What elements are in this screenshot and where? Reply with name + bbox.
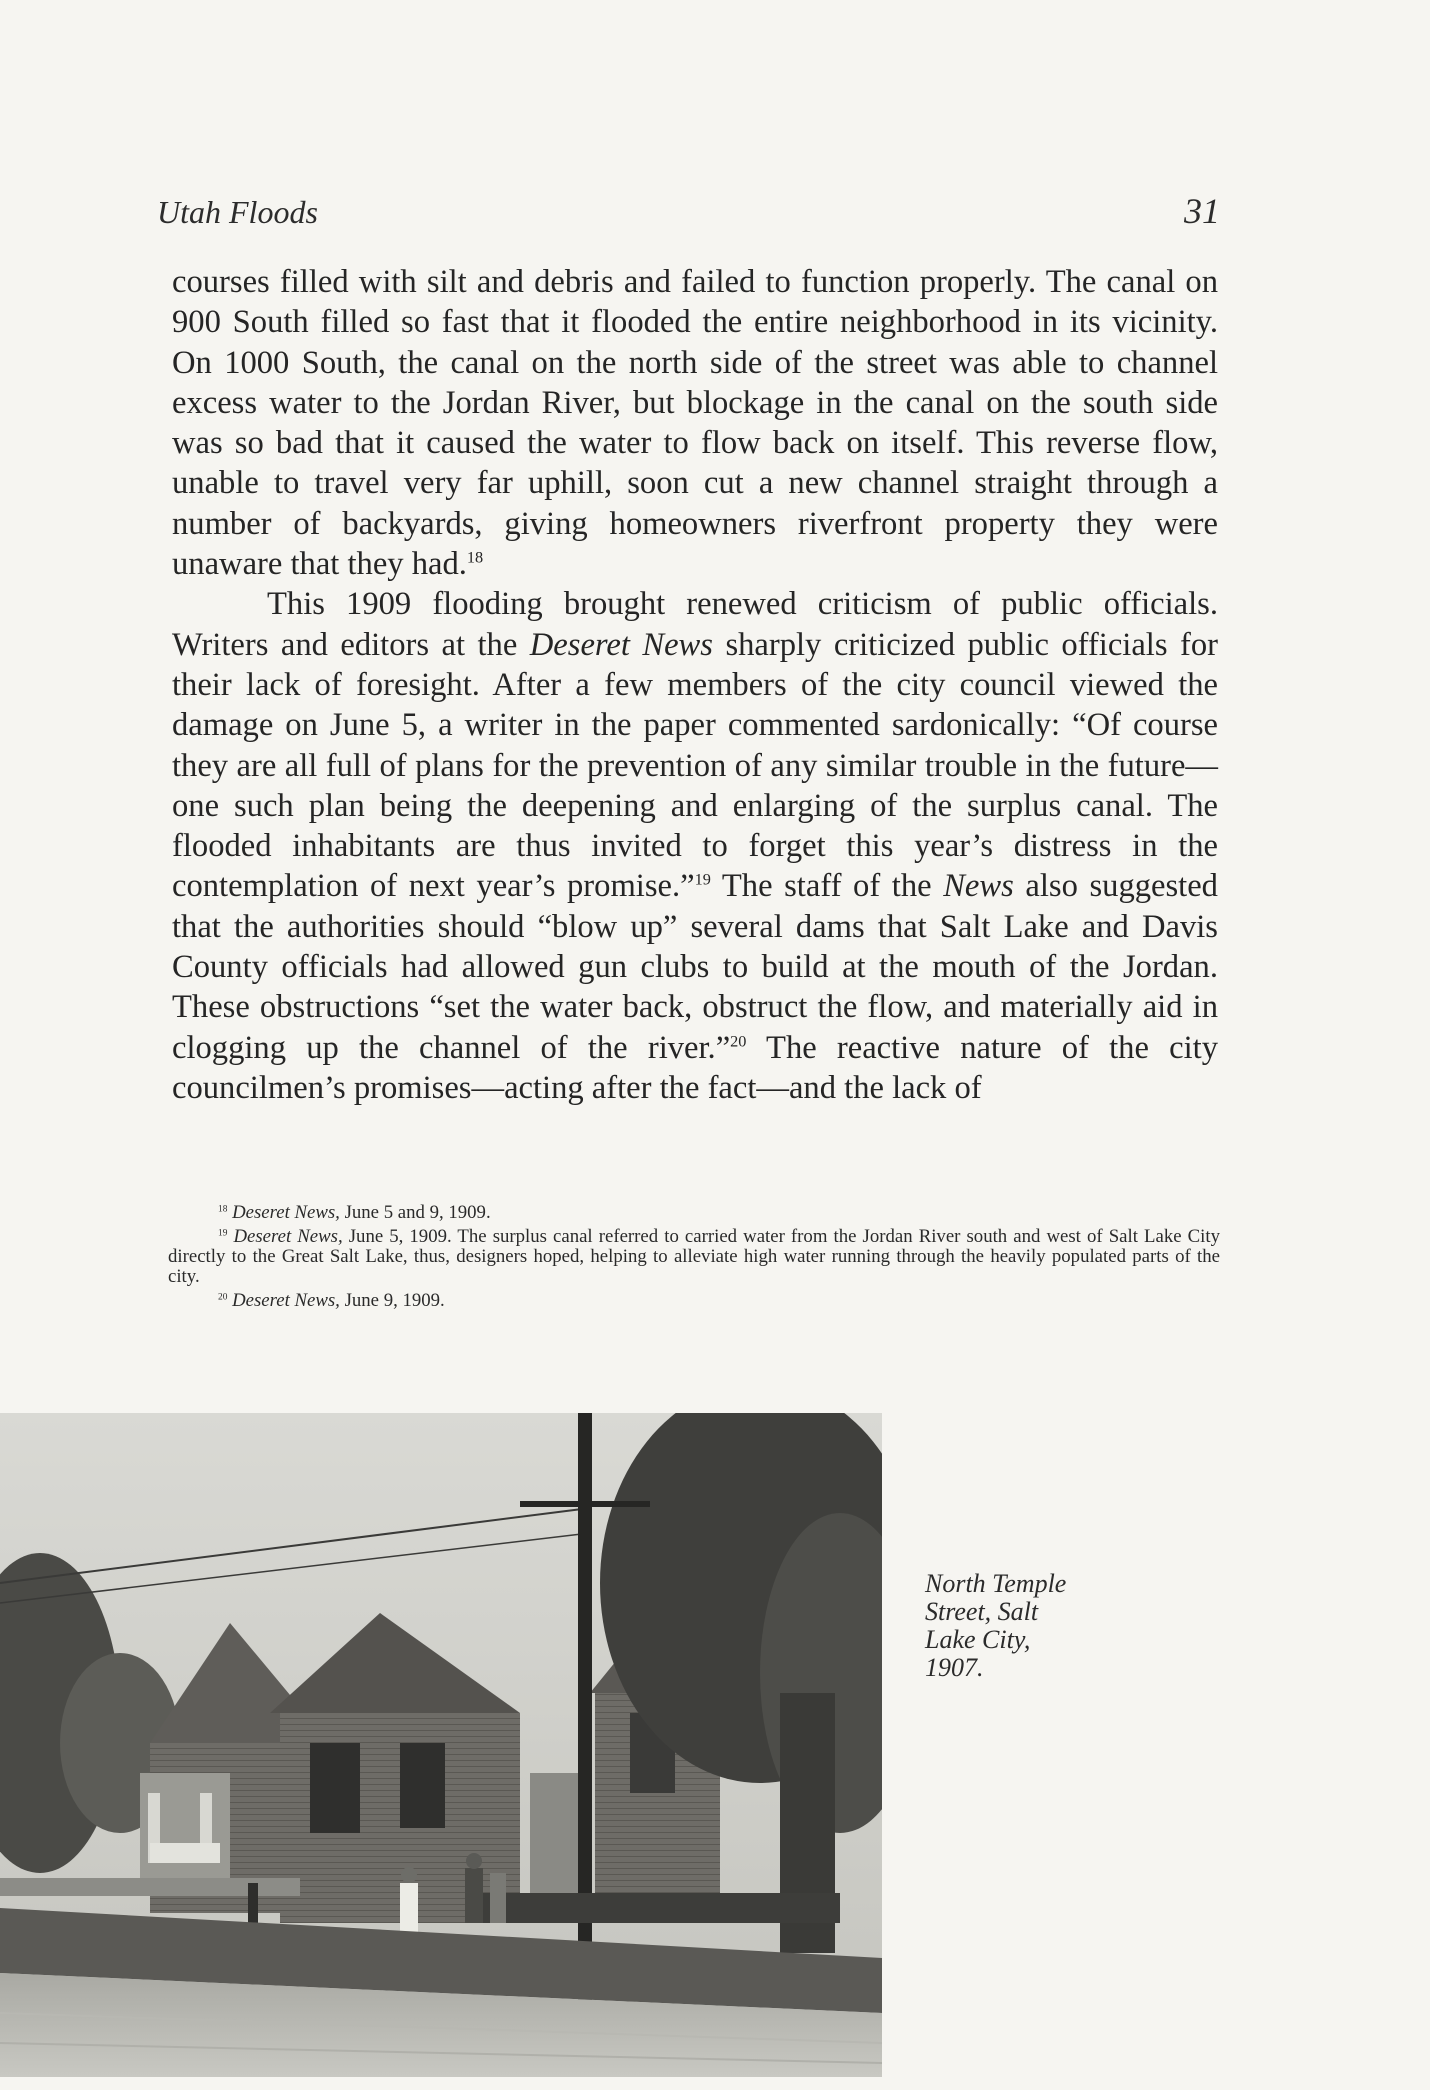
- body-text: [172, 262, 1218, 1108]
- footnote: [168, 1291, 1220, 1311]
- running-head: [157, 190, 1220, 232]
- footnote-reference: 18: [466, 547, 484, 567]
- text-run: also suggested that the authorities should “blow up” several dams that Salt Lake and Davis County officials had allowed gun clubs to build at the mouth of the Jordan. These obstructions “set the water back, obstruct the flow, and materially aid in clogging up the channel of the river.”: [172, 868, 1218, 1066]
- footnotes: [168, 1203, 1220, 1311]
- footnote-source: Deseret News,: [232, 1290, 340, 1311]
- caption-line: North Temple: [925, 1569, 1067, 1598]
- photo-caption: [925, 1570, 1125, 1682]
- footnote-source: Deseret News,: [233, 1226, 343, 1247]
- footnote-number: 18: [218, 1204, 228, 1215]
- historic-street-photo: [0, 1413, 882, 2077]
- page-number: 31: [1184, 191, 1220, 231]
- text-run: The reactive nature of the city councilmen’s promises—acting after the fact—and the lack of: [172, 1029, 1218, 1106]
- footnote-number: 20: [218, 1292, 228, 1303]
- paragraph: [172, 584, 1218, 1108]
- footnote-reference: 20: [730, 1031, 747, 1051]
- footnote-reference: 19: [694, 870, 711, 890]
- text-run: The staff of the: [710, 868, 944, 905]
- text-run: This 1909 flooding brought renewed criticism of public officials. Writers and editors at the: [172, 586, 1218, 663]
- italic-title: News: [943, 868, 1014, 905]
- footnote-text: June 5, 1909. The surplus canal referred to carried water from the Jordan River south and west of Salt Lake City directly to the Great Salt Lake, thus, designers hoped, helping to alleviate high water running through the heavily populated parts of the city.: [168, 1226, 1220, 1287]
- text-run: sharply criticized public officials for their lack of foresight. After a few members of the city council viewed the damage on June 5, a writer in the paper commented sardonically: “Of course they are all full of plans for the prevention of any similar trouble in the future—one such plan being the deepening and enlarging of the surplus canal. The flooded inhabitants are thus invited to forget this year’s distress in the contemplation of next year’s promise.”: [172, 626, 1218, 905]
- photo-illustration: [0, 1413, 882, 2077]
- caption-line: Street, Salt: [925, 1597, 1039, 1626]
- caption-line: 1907.: [925, 1653, 984, 1682]
- footnote-number: 19: [218, 1228, 228, 1239]
- footnote: [168, 1227, 1220, 1287]
- italic-title: Deseret News: [529, 626, 713, 663]
- footnote: [168, 1203, 1220, 1223]
- footnote-text: June 5 and 9, 1909.: [339, 1202, 491, 1223]
- running-title: Utah Floods: [157, 194, 318, 230]
- caption-line: Lake City,: [925, 1625, 1031, 1654]
- text-run: courses filled with silt and debris and failed to function properly. The canal on 900 South filled so fast that it flooded the entire neighborhood in its vicinity. On 1000 South, the canal on the north side of the street was able to channel excess water to the Jordan River, but blockage in the canal on the south side was so bad that it caused the water to flow back on itself. This reverse flow, unable to travel very far uphill, soon cut a new channel straight through a number of backyards, giving homeowners riverfront property they were unaware that they had.: [172, 264, 1218, 583]
- footnote-text: June 9, 1909.: [339, 1290, 445, 1311]
- paragraph: [172, 262, 1218, 584]
- footnote-source: Deseret News,: [232, 1202, 340, 1223]
